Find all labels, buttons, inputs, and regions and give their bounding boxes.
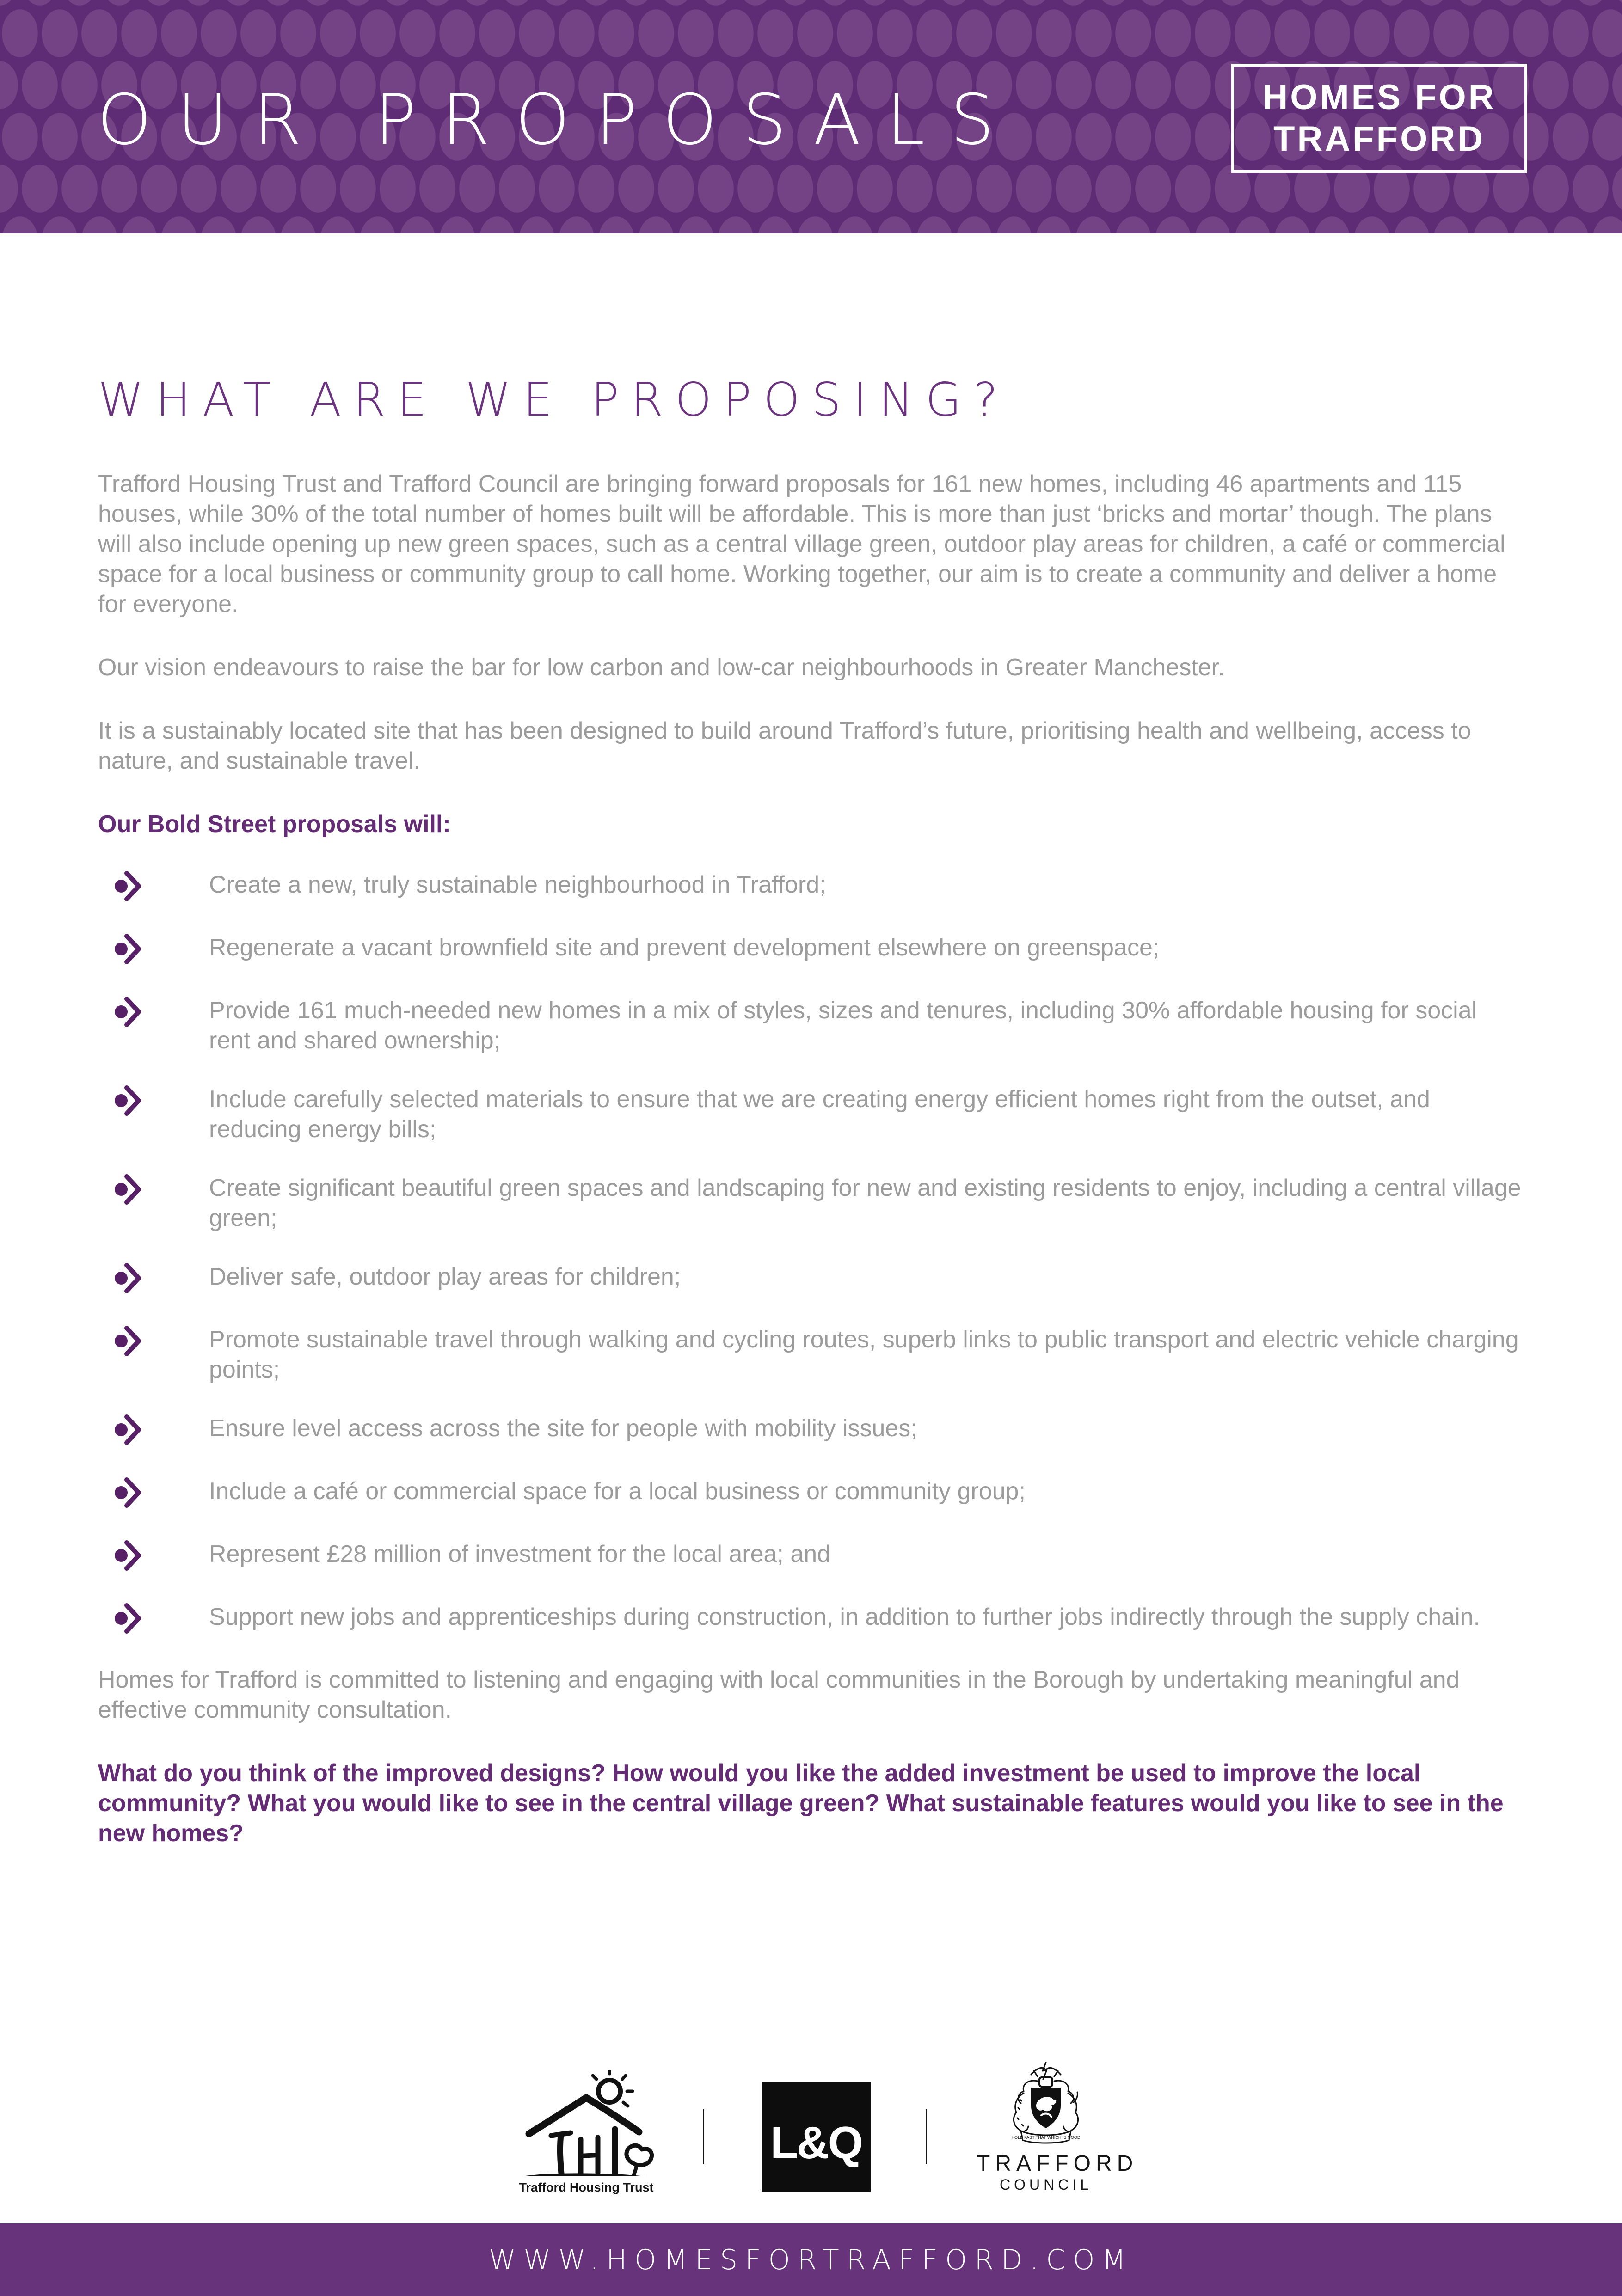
- trafford-council-logo: [977, 2061, 1138, 2193]
- header-band: [0, 0, 1622, 233]
- arrow-bullet-icon: [113, 868, 142, 904]
- proposals-list: [98, 870, 1524, 1636]
- list-item: [98, 870, 1524, 904]
- list-item: [98, 1173, 1524, 1233]
- list-item: [98, 1084, 1524, 1145]
- trafford-housing-trust-logo: [517, 2070, 656, 2195]
- tht-caption: Trafford Housing Trust: [519, 2180, 654, 2194]
- list-item-text: Represent £28 million of investment for the local area; and: [209, 1541, 831, 1567]
- list-item: [98, 996, 1524, 1056]
- paragraph-consultation: Homes for Trafford is committed to listening and engaging with local communities in the Borough by undertaking meaningful and effective community consultation.: [98, 1666, 1460, 1723]
- list-item: [98, 933, 1524, 967]
- lq-logo: [762, 2082, 871, 2192]
- list-intro: Our Bold Street proposals will:: [98, 811, 451, 838]
- paragraph-questions: What do you think of the improved designs? How would you like the added investment be used to improve the local community? What you would like to see in the central village green? What sustainable features would you like to see in the new homes?: [98, 1760, 1504, 1847]
- list-item-text: Include carefully selected materials to ensure that we are creating energy efficient homes right from the outset, and reducing energy bills;: [209, 1086, 1430, 1143]
- footer-bar: [0, 2223, 1622, 2296]
- arrow-bullet-icon: [113, 1412, 142, 1448]
- list-item: [98, 1325, 1524, 1385]
- arrow-bullet-icon: [113, 1260, 142, 1296]
- paragraph-vision: Our vision endeavours to raise the bar for low carbon and low-car neighbourhoods in Greater Manchester.: [98, 654, 1225, 681]
- arrow-bullet-icon: [113, 1171, 142, 1207]
- homes-for-trafford-logo: [1231, 64, 1527, 173]
- page-title: OUR PROPOSALS: [97, 80, 1020, 160]
- house-sketch-icon: [517, 2170, 656, 2178]
- arrow-bullet-icon: [113, 1537, 142, 1574]
- coat-of-arms-icon: [995, 2135, 1097, 2150]
- list-item-text: Ensure level access across the site for people with mobility issues;: [209, 1415, 917, 1442]
- lq-label: L&Q: [770, 2117, 862, 2168]
- list-item-text: Create a new, truly sustainable neighbourhood in Trafford;: [209, 871, 826, 898]
- list-item-text: Promote sustainable travel through walking and cycling routes, superb links to public transport and electric vehicle charging points;: [209, 1326, 1519, 1383]
- list-item: [98, 1476, 1524, 1511]
- list-item: [98, 1414, 1524, 1448]
- paragraph-site: It is a sustainably located site that has been designed to build around Trafford’s future, prioritising health and wellbeing, access to nature, and sustainable travel.: [98, 717, 1471, 774]
- list-item-text: Deliver safe, outdoor play areas for children;: [209, 1263, 681, 1290]
- arrow-bullet-icon: [113, 1475, 142, 1511]
- list-item: [98, 1539, 1524, 1574]
- footer-divider: [926, 2109, 927, 2164]
- footer-divider: [703, 2109, 704, 2164]
- section-heading: WHAT ARE WE PROPOSING?: [98, 373, 1010, 427]
- logo-line-2: TRAFFORD: [1273, 119, 1485, 159]
- list-item-text: Create significant beautiful green spaces and landscaping for new and existing residents to enjoy, including a central village green;: [209, 1175, 1521, 1231]
- list-item-text: Include a café or commercial space for a local business or community group;: [209, 1478, 1026, 1505]
- list-item-text: Regenerate a vacant brownfield site and prevent development elsewhere on greenspace;: [209, 934, 1160, 961]
- arrow-bullet-icon: [113, 931, 142, 967]
- paragraph-proposals: Trafford Housing Trust and Trafford Council are bringing forward proposals for 161 new homes, including 46 apartments and 115 houses, while 30% of the total number of homes built will be affordable. This is more than just ‘bricks and mortar’ though. The plans will also include opening up new green spaces, such as a central village green, outdoor play areas for children, a café or commercial space for a local business or community group to call home. Working together, our aim is to create a community and deliver a home for everyone.: [98, 471, 1505, 618]
- council-name: TRAFFORD: [977, 2151, 1138, 2176]
- arrow-bullet-icon: [113, 1600, 142, 1636]
- council-motto: HOLD FAST THAT WHICH IS GOOD: [1011, 2135, 1081, 2140]
- list-item-text: Provide 161 much-needed new homes in a mix of styles, sizes and tenures, including 30% affordable housing for social rent and shared ownership;: [209, 997, 1477, 1054]
- list-item: [98, 1602, 1524, 1636]
- list-item: [98, 1262, 1524, 1296]
- arrow-bullet-icon: [113, 994, 142, 1030]
- list-item-text: Support new jobs and apprenticeships during construction, in addition to further jobs indirectly through the supply chain.: [209, 1604, 1480, 1630]
- logo-line-1: HOMES FOR: [1262, 78, 1496, 117]
- council-subtitle: COUNCIL: [999, 2176, 1092, 2193]
- arrow-bullet-icon: [113, 1083, 142, 1119]
- website-link[interactable]: WWW.HOMESFORTRAFFORD.COM: [488, 2243, 1134, 2276]
- main-content: [98, 374, 1524, 1849]
- arrow-bullet-icon: [113, 1323, 142, 1359]
